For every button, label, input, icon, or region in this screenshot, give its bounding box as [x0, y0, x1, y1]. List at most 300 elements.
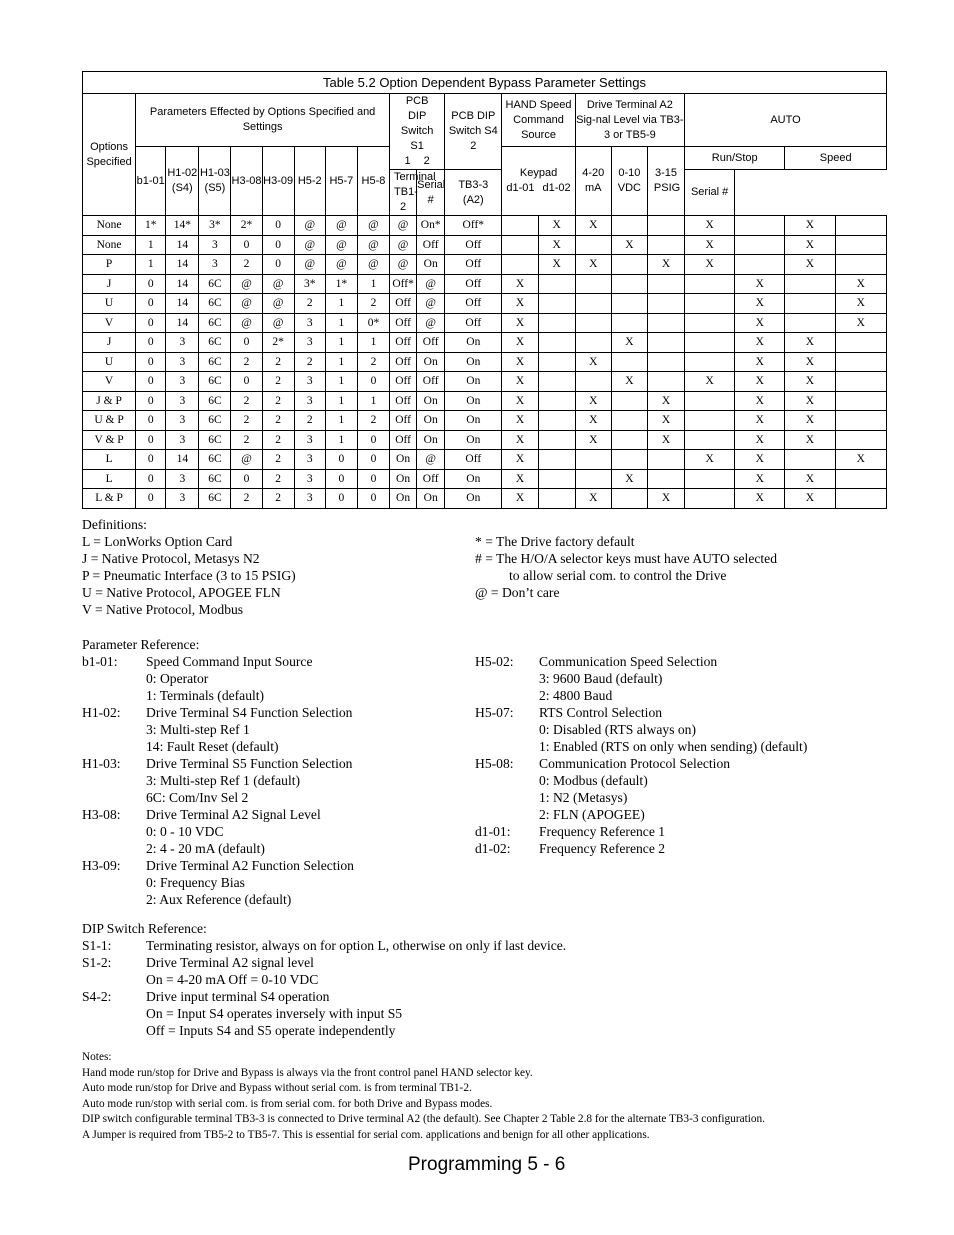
reference-row: [82, 772, 462, 789]
reference-text: 0: Operator: [146, 671, 209, 686]
table-cell: X: [611, 469, 647, 489]
table-cell: [835, 391, 886, 411]
table-cell: [538, 313, 575, 333]
table-cell: 14: [166, 255, 199, 275]
definition-asterisk: * = The Drive factory default: [475, 534, 635, 549]
table-cell: [538, 352, 575, 372]
table-cell: X: [785, 411, 835, 431]
table-cell: [611, 391, 647, 411]
table-cell: 2*: [231, 216, 262, 236]
table-cell: 2: [357, 294, 389, 314]
definition-v: V = Native Protocol, Modbus: [82, 602, 244, 617]
table-cell: X: [647, 391, 684, 411]
table-cell: On: [417, 255, 445, 275]
table-cell: @: [294, 255, 325, 275]
keypad-d1-01: d1-01: [506, 182, 535, 194]
table-cell: @: [417, 274, 445, 294]
table-cell: [502, 255, 538, 275]
table-cell: 3: [166, 469, 199, 489]
table-cell: @: [417, 313, 445, 333]
table-cell: [647, 274, 684, 294]
table-cell: X: [685, 255, 735, 275]
table-cell: 14*: [166, 216, 199, 236]
table-cell: [611, 352, 647, 372]
runstop-serial-header: Serial #: [417, 170, 445, 216]
table-cell: 3: [199, 235, 231, 255]
table-cell: 3: [294, 450, 325, 470]
reference-text: 0: 0 - 10 VDC: [146, 824, 224, 839]
table-cell: [835, 235, 886, 255]
table-cell: X: [538, 255, 575, 275]
table-row: [83, 216, 887, 236]
table-cell: 0: [325, 469, 357, 489]
table-cell: 6C: [199, 430, 231, 450]
table-cell: 0: [136, 294, 166, 314]
table-cell: On: [445, 372, 502, 392]
table-cell: 2: [231, 430, 262, 450]
table-cell: @: [357, 216, 389, 236]
table-cell: X: [575, 489, 611, 509]
table-cell: Off: [390, 391, 417, 411]
table-cell: 0: [136, 333, 166, 353]
dip-reference-heading: DIP Switch Reference:: [82, 921, 207, 936]
definition-at: @ = Don’t care: [475, 585, 560, 600]
table-cell: 0: [357, 450, 389, 470]
table-cell: X: [611, 372, 647, 392]
table-cell: 3*: [294, 274, 325, 294]
table-cell: 2: [262, 450, 294, 470]
table-cell: [647, 313, 684, 333]
table-cell: [785, 313, 835, 333]
reference-row: [82, 874, 462, 891]
parameter-reference-left: [82, 653, 462, 908]
table-cell: X: [502, 391, 538, 411]
table-cell: X: [502, 430, 538, 450]
table-cell: On: [390, 450, 417, 470]
reference-key: d1-02:: [475, 841, 511, 856]
table-cell: [835, 333, 886, 353]
reference-row: [82, 1005, 882, 1022]
a2-signal-header: Drive Terminal A2 Sig-nal Level via TB3-3 or TB5-9: [575, 94, 684, 147]
reference-text: Drive Terminal A2 Function Selection: [146, 858, 354, 873]
reference-row: [82, 704, 462, 721]
table-cell: 0*: [357, 313, 389, 333]
definition-l: L = LonWorks Option Card: [82, 534, 233, 549]
table-cell: X: [575, 255, 611, 275]
reference-text: Drive Terminal A2 signal level: [146, 955, 314, 970]
reference-text: On = Input S4 operates inversely with input S5: [146, 1006, 403, 1021]
table-cell: 0: [136, 430, 166, 450]
reference-text: 14: Fault Reset (default): [146, 739, 279, 754]
table-cell: X: [785, 352, 835, 372]
table-cell: X: [647, 255, 684, 275]
table-cell: [647, 235, 684, 255]
table-cell: [735, 216, 785, 236]
table-cell: 0: [136, 469, 166, 489]
definitions-heading: Definitions:: [82, 517, 147, 532]
table-cell: [685, 313, 735, 333]
option-cell: L: [83, 450, 136, 470]
table-cell: [835, 372, 886, 392]
reference-text: On = 4-20 mA Off = 0-10 VDC: [146, 972, 319, 987]
table-cell: 3: [166, 391, 199, 411]
table-cell: X: [685, 372, 735, 392]
table-row: [83, 333, 887, 353]
table-cell: @: [390, 255, 417, 275]
table-cell: 1: [357, 333, 389, 353]
table-cell: [647, 352, 684, 372]
table-cell: 14: [166, 294, 199, 314]
table-cell: X: [785, 391, 835, 411]
table-cell: [685, 411, 735, 431]
table-cell: @: [390, 235, 417, 255]
table-cell: 1: [325, 430, 357, 450]
notes-heading: Notes:: [82, 1051, 112, 1063]
table-cell: Off: [390, 411, 417, 431]
reference-text: RTS Control Selection: [539, 705, 663, 720]
note-line: Hand mode run/stop for Drive and Bypass is always via the front control panel HAND selector key.: [82, 1066, 533, 1079]
table-cell: 1: [325, 313, 357, 333]
table-cell: [835, 469, 886, 489]
s1-sub-2: 2: [423, 155, 430, 167]
reference-key-spacer: [475, 738, 539, 755]
table-cell: X: [835, 450, 886, 470]
table-cell: 1: [357, 274, 389, 294]
reference-text: 1: Enabled (RTS on only when sending) (default): [539, 739, 808, 754]
table-cell: X: [785, 216, 835, 236]
reference-row: [475, 806, 895, 823]
table-cell: [735, 255, 785, 275]
reference-key-spacer: [82, 971, 146, 988]
table-body: [83, 216, 887, 509]
table-cell: [538, 489, 575, 509]
reference-row: [82, 988, 882, 1005]
table-cell: X: [735, 274, 785, 294]
table-cell: 2: [262, 489, 294, 509]
auto-header: AUTO: [685, 94, 887, 147]
table-cell: 14: [166, 313, 199, 333]
reference-row: [82, 971, 882, 988]
table-cell: @: [262, 274, 294, 294]
table-cell: 1: [325, 294, 357, 314]
option-cell: None: [83, 216, 136, 236]
table-cell: [785, 294, 835, 314]
reference-key-spacer: [475, 806, 539, 823]
table-cell: @: [390, 216, 417, 236]
table-cell: [647, 294, 684, 314]
table-cell: 2: [294, 294, 325, 314]
param-col-h1-02: H1-02 (S4): [166, 147, 199, 216]
reference-key: S4-2:: [82, 989, 112, 1004]
table-cell: X: [785, 255, 835, 275]
table-cell: 0: [325, 450, 357, 470]
table-row: [83, 274, 887, 294]
table-row: [83, 411, 887, 431]
table-cell: [835, 489, 886, 509]
table-cell: X: [735, 430, 785, 450]
table-cell: [685, 391, 735, 411]
table-cell: [647, 450, 684, 470]
table-cell: [611, 489, 647, 509]
reference-key-spacer: [82, 840, 146, 857]
reference-text: Communication Speed Selection: [539, 654, 718, 669]
table-row: [83, 352, 887, 372]
table-cell: 0: [325, 489, 357, 509]
option-cell: V: [83, 372, 136, 392]
table-cell: 2: [231, 352, 262, 372]
table-cell: [835, 255, 886, 275]
table-cell: X: [735, 372, 785, 392]
reference-row: [82, 738, 462, 755]
table-cell: 1*: [136, 216, 166, 236]
reference-text: Terminating resistor, always on for option L, otherwise on only if last device.: [146, 938, 567, 953]
table-cell: X: [502, 294, 538, 314]
reference-row: [475, 840, 895, 857]
reference-text: Frequency Reference 1: [539, 824, 666, 839]
option-cell: L: [83, 469, 136, 489]
reference-text: Communication Protocol Selection: [539, 756, 731, 771]
table-cell: 3: [166, 333, 199, 353]
table-cell: On: [417, 391, 445, 411]
table-cell: Off: [390, 372, 417, 392]
reference-text: Frequency Reference 2: [539, 841, 666, 856]
option-cell: U: [83, 294, 136, 314]
table-row: [83, 294, 887, 314]
definition-p: P = Pneumatic Interface (3 to 15 PSIG): [82, 568, 296, 583]
table-cell: X: [785, 430, 835, 450]
reference-row: [82, 721, 462, 738]
reference-key: S1-1:: [82, 938, 112, 953]
table-cell: X: [685, 216, 735, 236]
parameters-group-header: Parameters Effected by Options Specified and Settings: [136, 94, 390, 147]
table-cell: 0: [262, 235, 294, 255]
table-cell: [502, 216, 538, 236]
table-cell: On: [445, 430, 502, 450]
reference-row: [82, 687, 462, 704]
table-cell: 6C: [199, 313, 231, 333]
table-cell: Off: [445, 450, 502, 470]
reference-row: [82, 857, 462, 874]
reference-key-spacer: [82, 874, 146, 891]
parameter-reference-heading: Parameter Reference:: [82, 637, 200, 652]
reference-row: [82, 653, 462, 670]
table-cell: 0: [357, 469, 389, 489]
table-cell: X: [785, 489, 835, 509]
table-cell: 0: [262, 216, 294, 236]
table-cell: [611, 430, 647, 450]
table-cell: [538, 411, 575, 431]
table-cell: X: [575, 411, 611, 431]
table-cell: 2: [262, 391, 294, 411]
table-row: [83, 391, 887, 411]
param-col-h5-7: H5-7: [325, 147, 357, 216]
reference-text: 3: Multi-step Ref 1 (default): [146, 773, 301, 788]
reference-key-spacer: [82, 670, 146, 687]
table-cell: 0: [357, 372, 389, 392]
reference-key-spacer: [475, 772, 539, 789]
option-cell: J: [83, 274, 136, 294]
reference-key: H1-03:: [82, 756, 121, 771]
table-row: [83, 430, 887, 450]
table-cell: 3: [166, 411, 199, 431]
table-cell: X: [835, 274, 886, 294]
table-cell: [502, 235, 538, 255]
table-cell: 0: [357, 430, 389, 450]
table-cell: @: [231, 274, 262, 294]
reference-row: [475, 789, 895, 806]
table-cell: 2: [231, 489, 262, 509]
table-cell: @: [417, 294, 445, 314]
table-row: [83, 235, 887, 255]
table-cell: 2: [357, 411, 389, 431]
table-cell: 0: [357, 489, 389, 509]
table-cell: 3: [294, 313, 325, 333]
reference-text: Drive Terminal S4 Function Selection: [146, 705, 353, 720]
reference-text: 0: Frequency Bias: [146, 875, 245, 890]
hand-speed-header: HAND Speed Command Source: [502, 94, 575, 147]
table-cell: [735, 235, 785, 255]
table-cell: Off: [417, 372, 445, 392]
table-cell: Off: [445, 274, 502, 294]
table-cell: [835, 352, 886, 372]
pcb-dip-s4-label: PCB DIP Switch S4: [448, 110, 498, 137]
table-cell: 3*: [199, 216, 231, 236]
table-title-text: Table 5.2 Option Dependent Bypass Parameter Settings: [322, 75, 647, 90]
reference-key: H1-02:: [82, 705, 121, 720]
table-cell: [647, 333, 684, 353]
table-cell: [685, 430, 735, 450]
reference-text: Drive Terminal A2 Signal Level: [146, 807, 321, 822]
reference-text: Drive Terminal S5 Function Selection: [146, 756, 353, 771]
reference-text: Drive input terminal S4 operation: [146, 989, 330, 1004]
option-cell: U & P: [83, 411, 136, 431]
reference-text: 0: Disabled (RTS always on): [539, 722, 696, 737]
table-cell: X: [785, 372, 835, 392]
table-cell: X: [735, 352, 785, 372]
table-cell: [538, 274, 575, 294]
reference-key-spacer: [82, 687, 146, 704]
param-col-h5-8: H5-8: [357, 147, 389, 216]
table-cell: @: [262, 294, 294, 314]
table-cell: @: [262, 313, 294, 333]
reference-row: [475, 823, 895, 840]
table-cell: [647, 216, 684, 236]
table-cell: [575, 469, 611, 489]
reference-key-spacer: [82, 721, 146, 738]
note-line: Auto mode run/stop for Drive and Bypass without serial com. is from terminal TB1-2.: [82, 1082, 472, 1095]
table-cell: 2: [357, 352, 389, 372]
reference-key: b1-01:: [82, 654, 118, 669]
table-cell: [538, 450, 575, 470]
reference-key: H3-09:: [82, 858, 121, 873]
table-cell: [538, 333, 575, 353]
a2-sub-0-10vdc: 0-10 VDC: [611, 147, 647, 216]
reference-text: 3: Multi-step Ref 1: [146, 722, 250, 737]
reference-row: [475, 772, 895, 789]
reference-row: [82, 806, 462, 823]
reference-row: [82, 891, 462, 908]
table-cell: Off*: [390, 274, 417, 294]
table-cell: 3: [166, 489, 199, 509]
table-cell: [538, 294, 575, 314]
table-cell: [835, 430, 886, 450]
reference-row: [475, 755, 895, 772]
table-cell: On: [390, 489, 417, 509]
table-cell: 0: [136, 489, 166, 509]
table-cell: 2: [231, 391, 262, 411]
pcb-dip-s1-label: PCB DIP Switch S1: [400, 95, 434, 152]
reference-row: [82, 1022, 882, 1039]
table-cell: [835, 216, 886, 236]
table-cell: 2*: [262, 333, 294, 353]
table-cell: X: [502, 274, 538, 294]
table-cell: X: [502, 489, 538, 509]
reference-text: Off = Inputs S4 and S5 operate independently: [146, 1023, 396, 1038]
table-cell: 0: [136, 372, 166, 392]
table-cell: On: [445, 333, 502, 353]
table-cell: [575, 372, 611, 392]
table-cell: @: [231, 294, 262, 314]
table-cell: X: [611, 235, 647, 255]
table-cell: 1: [325, 411, 357, 431]
reference-text: 3: 9600 Baud (default): [539, 671, 663, 686]
table-cell: 3: [166, 430, 199, 450]
table-cell: 2: [231, 411, 262, 431]
table-cell: X: [502, 333, 538, 353]
table-cell: [611, 411, 647, 431]
table-cell: X: [735, 391, 785, 411]
table-cell: 2: [294, 352, 325, 372]
table-cell: [538, 372, 575, 392]
table-cell: [611, 294, 647, 314]
reference-row: [475, 687, 895, 704]
table-cell: 2: [231, 255, 262, 275]
pcb-dip-s4-header: [445, 94, 502, 170]
table-cell: X: [835, 294, 886, 314]
table-cell: [575, 274, 611, 294]
table-cell: [575, 294, 611, 314]
table-cell: 1: [136, 255, 166, 275]
table-cell: Off: [445, 255, 502, 275]
table-cell: 6C: [199, 489, 231, 509]
table-cell: X: [735, 333, 785, 353]
table-cell: X: [611, 333, 647, 353]
reference-key: H5-07:: [475, 705, 514, 720]
options-specified-header: Options Specified: [83, 94, 136, 216]
notes-section: [82, 1050, 765, 1144]
reference-text: 2: FLN (APOGEE): [539, 807, 645, 822]
table-cell: 6C: [199, 294, 231, 314]
table-cell: 2: [262, 352, 294, 372]
table-cell: 1: [325, 352, 357, 372]
table-cell: X: [502, 411, 538, 431]
table-cell: 14: [166, 274, 199, 294]
table-cell: [611, 255, 647, 275]
speed-serial-header: Serial #: [685, 170, 735, 216]
table-cell: [785, 450, 835, 470]
table-cell: 0: [136, 411, 166, 431]
s1-sub-1: 1: [404, 155, 411, 167]
table-cell: X: [735, 469, 785, 489]
table-cell: 2: [262, 430, 294, 450]
reference-row: [82, 954, 882, 971]
table-cell: X: [735, 294, 785, 314]
table-row: [83, 313, 887, 333]
table-cell: 3: [294, 391, 325, 411]
table-cell: 3: [294, 372, 325, 392]
table-cell: [538, 391, 575, 411]
table-cell: 0: [136, 450, 166, 470]
